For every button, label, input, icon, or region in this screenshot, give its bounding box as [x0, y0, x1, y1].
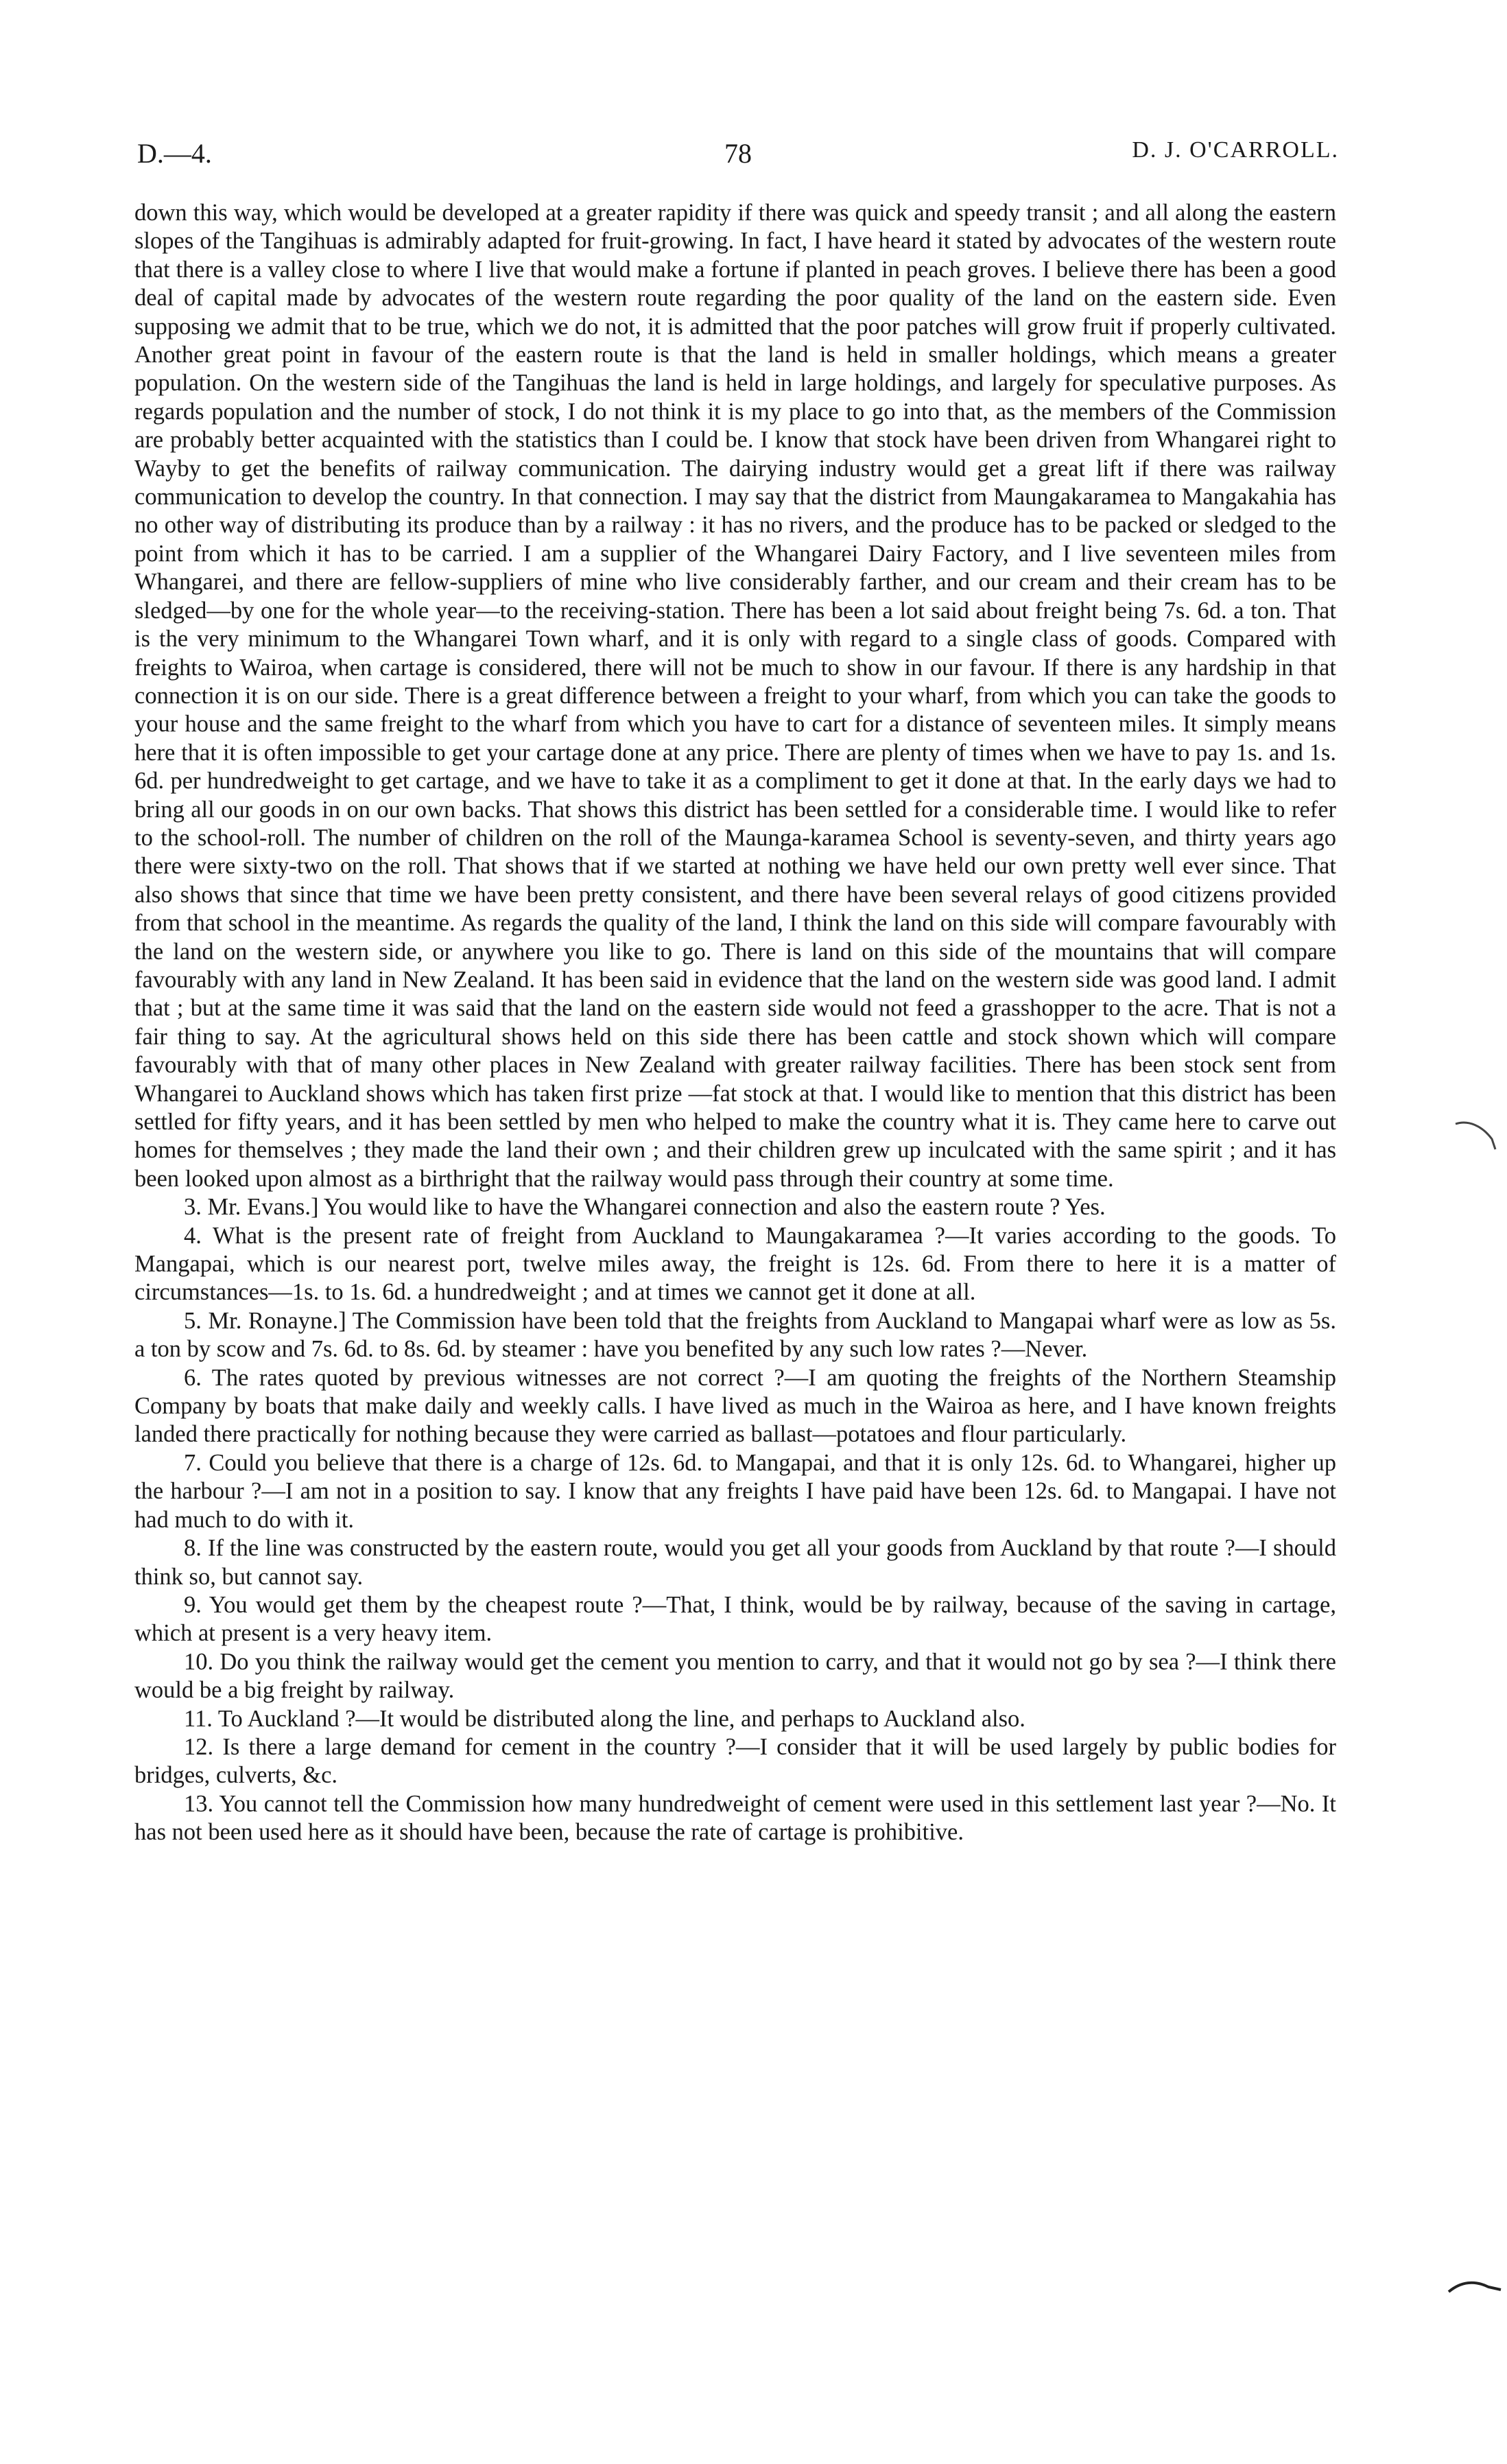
question-answer-3: 3. Mr. Evans.] You would like to have the Whangarei connection and also the eastern route ? Yes. — [184, 1194, 1106, 1221]
question-answer-8: 8. If the line was constructed by the eastern route, would you get all your goods from Auckland by that route ?—I should think so, but cannot say. — [134, 1535, 1336, 1590]
question-answer-13: 13. You cannot tell the Commission how many hundredweight of cement were used in this settlement last year ?—No. It has not been used here as it should have been, because the rate of cartage is prohibitive. — [134, 1790, 1336, 1846]
question-answer-10: 10. Do you think the railway would get the cement you mention to carry, and that it would not go by sea ?—I think there would be a big freight by railway. — [134, 1648, 1336, 1704]
question-answer-12: 12. Is there a large demand for cement in the country ?—I consider that it will be used largely by public bodies for bridges, culverts, &c. — [134, 1733, 1336, 1789]
document-reference: D.—4. — [137, 138, 212, 169]
question-answer-9: 9. You would get them by the cheapest route ?—That, I think, would be by railway, because of the saving in cartage, which at present is a very heavy item. — [134, 1591, 1336, 1647]
question-answer-7: 7. Could you believe that there is a charge of 12s. 6d. to Mangapai, and that it is only 12s. 6d. to Whangarei, higher up the harbour ?—I am not in a position to say. I know that any freights I have paid have been 12s. 6d. to Mangapai. I have not had much to do with it. — [134, 1449, 1336, 1533]
question-answer-4: 4. What is the present rate of freight from Auckland to Maungakaramea ?—It varies according to the goods. To Mangapai, which is our nearest port, twelve miles away, the freight is 12s. 6d. From there to here it is a matter of circumstances—1s. to 1s. 6d. a hundredweight ; and at times we cannot get it done at all. — [134, 1222, 1336, 1306]
margin-ink-mark — [1447, 2275, 1502, 2302]
witness-name: D. J. O'CARROLL. — [1132, 137, 1339, 163]
question-answer-6: 6. The rates quoted by previous witnesses are not correct ?—I am quoting the freights of the Northern Steamship Company by boats that make daily and weekly calls. I have lived as much in the Wairoa as here, and I have known freights landed there practically for nothing because they were carried as ballast—potatoes and flour particularly. — [134, 1364, 1336, 1448]
page-number: 78 — [724, 138, 752, 169]
question-answer-11: 11. To Auckland ?—It would be distributed along the line, and perhaps to Auckland also. — [184, 1705, 1025, 1732]
question-answer-5: 5. Mr. Ronayne.] The Commission have been told that the freights from Auckland to Mangapai wharf were as low as 5s. a ton by scow and 7s. 6d. to 8s. 6d. by steamer : have you benefited by any such low rates ?—Never. — [134, 1307, 1336, 1363]
page-header — [137, 137, 1339, 178]
document-body — [134, 199, 1336, 1847]
testimony-paragraph: down this way, which would be developed at a greater rapidity if there was quick and speedy transit ; and all along the eastern slopes of the Tangihuas is admirably adapted for fruit-growing. In fact, I have heard it stated by advocates of the western route that there is a valley close to where I live that would make a fortune if planted in peach groves. I believe there has been a good deal of capital made by advocates of the western route regarding the poor quality of the land on the eastern side. Even supposing we admit that to be true, which we do not, it is admitted that the poor patches will grow fruit if properly cultivated. Another great point in favour of the eastern route is that the land is held in smaller holdings, which means a greater population. On the western side of the Tangihuas the land is held in large holdings, and largely for speculative purposes. As regards population and the number of stock, I do not think it is my place to go into that, as the members of the Commission are probably better acquainted with the statistics than I could be. I know that stock have been driven from Whangarei right to Wayby to get the benefits of railway communication. The dairying industry would get a great lift if there was railway communication to develop the country. In that connection. I may say that the district from Maungakaramea to Mangakahia has no other way of distributing its produce than by a railway : it has no rivers, and the produce has to be packed or sledged to the point from which it has to be carried. I am a supplier of the Whangarei Dairy Factory, and I live seventeen miles from Whangarei, and there are fellow-suppliers of mine who live considerably farther, and our cream and their cream has to be sledged—by one for the whole year—to the receiving-station. There has been a lot said about freight being 7s. 6d. a ton. That is the very minimum to the Whangarei Town wharf, and it is only with regard to a single class of goods. Compared with freights to Wairoa, when cartage is considered, there will not be much to show in our favour. If there is any hardship in that connection it is on our side. There is a great difference between a freight to your wharf, from which you can take the goods to your house and the same freight to the wharf from which you have to cart for a distance of seventeen miles. It simply means here that it is often impossible to get your cartage done at any price. There are plenty of times when we have to pay 1s. and 1s. 6d. per hundredweight to get cartage, and we have to take it as a compliment to get it done at that. In the early days we had to bring all our goods in on our own backs. That shows this district has been settled for a considerable time. I would like to refer to the school-roll. The number of children on the roll of the Maunga-karamea School is seventy-seven, and thirty years ago there were sixty-two on the roll. That shows that if we started at nothing we have held our own pretty well ever since. That also shows that since that time we have been pretty consistent, and there have been several relays of good citizens provided from that school in the meantime. As regards the quality of the land, I think the land on this side will compare favourably with the land on the western side, or anywhere you like to go. There is land on this side of the mountains that will compare favourably with any land in New Zealand. It has been said in evidence that the land on the western side was good land. I admit that ; but at the same time it was said that the land on the eastern side would not feed a grasshopper to the acre. That is not a fair thing to say. At the agricultural shows held on this side there has been cattle and stock shown which will compare favourably with that of many other places in New Zealand with greater railway facilities. There has been stock sent from Whangarei to Auckland shows which has taken first prize —fat stock at that. I would like to mention that this district has been settled for fifty years, and it has been settled by men who helped to make the country what it is. They came here to carve out homes for themselves ; they made the land their own ; and their children grew up inculcated with the same spirit ; and it has been looked upon almost as a birthright that the railway would pass through their country at some time. — [134, 200, 1336, 1192]
margin-ink-mark — [1454, 1118, 1502, 1160]
